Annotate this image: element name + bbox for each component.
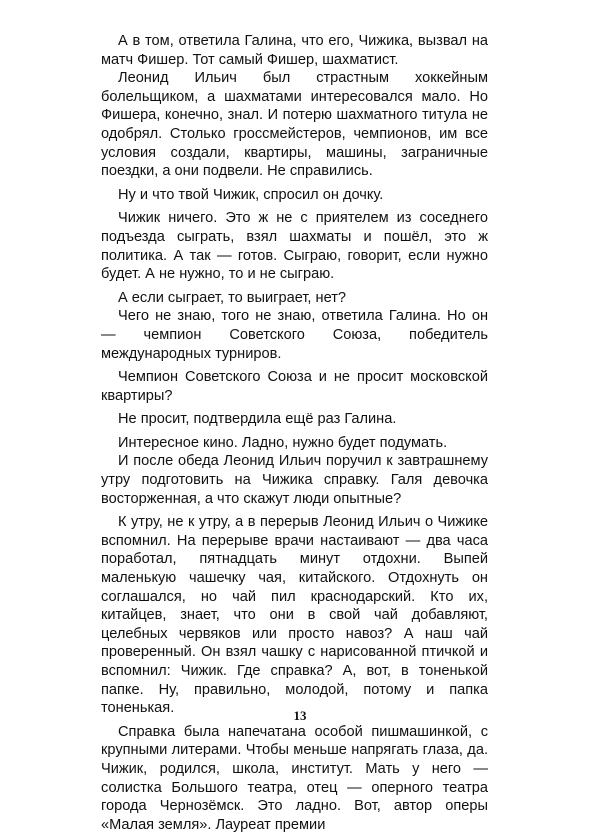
page-number: 13 [293, 708, 307, 723]
paragraph: Не просит, подтвердила ещё раз Галина. [118, 411, 397, 428]
paragraph: Чего не знаю, того не знаю, ответила Галина. Но он — чемпион Советского Союза, победитель международных турниров. [101, 308, 488, 362]
paragraph: Справка была напечатана особой пишмашинкой, с крупными литерами. Чтобы меньше напрягать глаза, да. Чижик, родился, школа, институт. Мать у него — солистка Большого театра, отец — оперного театра города Чернозёмск. Это ладно. Вот, автор оперы «Малая земля». Лауреат премии [101, 723, 488, 833]
paragraph: А в том, ответила Галина, что его, Чижика, вызвал на матч Фишер. Тот самый Фишер, шахматист. [101, 33, 488, 68]
paragraph: Интересное кино. Ладно, нужно будет подумать. [118, 434, 448, 451]
paragraph: А если сыграет, то выиграет, нет? [118, 289, 347, 306]
paragraph: К утру, не к утру, а в перерыв Леонид Ильич о Чижике вспомнил. На перерыве врачи настаивают — два часа поработал, пятнадцать минут отдохни. Выпей маленькую чашечку чая, китайского. Отдохнуть он соглашался, но чай пил краснодарский. Кто их, китайцев, знает, что они в свой чай добавляют, целебных червяков или просто навоз? А наш чай проверенный. Он взял чашку с нарисованной птичкой и вспомнил: Чижик. Где справка? А, вот, в тоненькой папке. Ну, правильно, молодой, потому и папка тоненькая. [101, 514, 488, 717]
paragraph: Чемпион Советского Союза и не просит московской квартиры? [101, 369, 488, 404]
paragraph: Ну и что твой Чижик, спросил он дочку. [118, 186, 384, 203]
paragraph: Чижик ничего. Это ж не с приятелем из соседнего подъезда сыграть, взял шахматы и пошёл, это ж политика. А так — готов. Сыграю, говорит, если нужно будет. А не нужно, то и не сыграю. [101, 210, 488, 283]
paragraph: И после обеда Леонид Ильич поручил к завтрашнему утру подготовить на Чижика справку. Галя девочка восторженная, а что скажут люди опытные? [101, 453, 488, 507]
paragraph: Леонид Ильич был страстным хоккейным болельщиком, а шахматами интересовался мало. Но Фишера, конечно, знал. И потерю шахматного титула не одобрял. Столько гроссмейстеров, чемпионов, им все условия создали, квартиры, машины, заграничные поездки, а они подвели. Не справились. [101, 70, 488, 180]
